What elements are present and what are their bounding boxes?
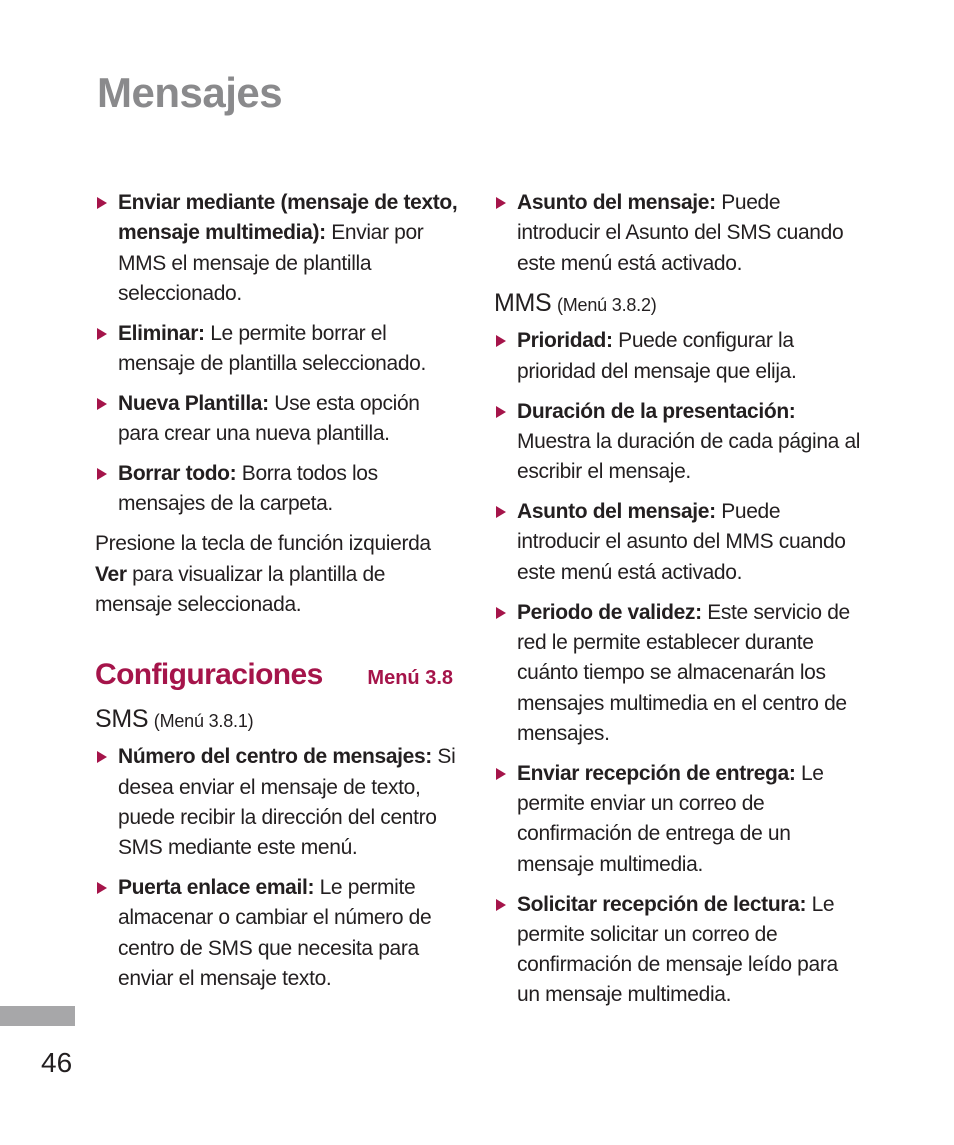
triangle-right-icon [97,468,107,480]
list-item-eliminar [95,319,463,380]
list-item-enviar-mediante [95,188,463,309]
instruction-paragraph [95,529,463,620]
paragraph-bold-key: Ver [95,562,127,586]
item-text: Muestra la duración de cada página al escribir el mensaje. [517,429,861,484]
page-title: Mensajes [97,69,283,116]
triangle-right-icon [496,506,506,518]
item-label: Periodo de validez: [517,600,702,624]
item-text: Este servicio de red le permite establecer durante cuánto tiempo se almacenarán los mensajes multimedia en el centro de mensajes. [517,600,850,745]
item-text: Use esta opción para crear una nueva plantilla. [118,391,420,446]
item-text: Si desea enviar el mensaje de texto, puede recibir la dirección del centro SMS mediante este menú. [118,745,456,860]
list-item-asunto-mms [494,497,864,588]
list-item-nueva-plantilla [95,389,463,450]
triangle-right-icon [496,197,506,209]
subheading-sms [95,704,463,736]
subheading-name: MMS [494,289,552,318]
item-label: Duración de la presentación: [517,399,796,423]
item-text: Enviar por MMS el mensaje de plantilla seleccionado. [118,221,424,305]
section-heading-configuraciones [95,658,463,702]
page-number: 46 [41,1047,73,1078]
triangle-right-icon [97,882,107,894]
list-item-puerta-enlace [95,873,463,994]
list-item-duracion [494,397,864,488]
triangle-right-icon [97,328,107,340]
section-menu-number: Menú 3.8 [367,667,453,690]
list-item-prioridad [494,326,864,387]
item-label: Enviar mediante (mensaje de texto, mensaje multimedia): [118,191,458,245]
section-title: Configuraciones [95,658,323,692]
subheading-mms [494,288,864,320]
item-text: Le permite enviar un correo de confirmación de entrega de un mensaje multimedia. [517,761,824,876]
triangle-right-icon [97,197,107,209]
list-item-recepcion-entrega [494,759,864,880]
item-label: Asunto del mensaje: [517,191,716,214]
paragraph-text-before: Presione la tecla de función izquierda [95,532,431,556]
item-text: Puede configurar la prioridad del mensaje que elija. [517,329,797,383]
triangle-right-icon [496,899,506,911]
item-text: Le permite borrar el mensaje de plantilla seleccionado. [118,321,426,376]
list-item-numero-centro [95,742,463,863]
item-label: Enviar recepción de entrega: [517,761,796,785]
triangle-right-icon [496,406,506,418]
list-item-borrar-todo [95,459,463,520]
paragraph-text-after: para visualizar la plantilla de mensaje seleccionada. [95,562,386,616]
item-label: Asunto del mensaje: [517,500,716,524]
triangle-right-icon [496,768,506,780]
triangle-right-icon [496,607,506,619]
list-item-recepcion-lectura [494,890,864,1011]
item-label: Puerta enlace email: [118,876,315,900]
item-label: Solicitar recepción de lectura: [517,892,807,916]
item-label: Eliminar: [118,321,205,345]
item-text: Puede introducir el Asunto del SMS cuando este menú está activado. [517,191,844,275]
triangle-right-icon [496,335,506,347]
subheading-name: SMS [95,705,149,734]
item-label: Prioridad: [517,329,613,353]
item-text: Le permite almacenar o cambiar el número de centro de SMS que necesita para enviar el mensaje texto. [118,876,432,990]
list-item-periodo-validez [494,598,864,749]
list-item-asunto-sms [494,188,864,279]
right-column [494,188,864,1020]
triangle-right-icon [97,398,107,410]
item-text: Puede introducir el asunto del MMS cuando este menú está activado. [517,500,846,584]
subheading-menu-number: (Menú 3.8.1) [153,711,254,732]
triangle-right-icon [97,751,107,763]
item-text: Borra todos los mensajes de la carpeta. [118,462,378,516]
left-column [95,188,463,1004]
chapter-tab-marker [0,1006,75,1026]
item-text: Le permite solicitar un correo de confirmación de mensaje leído para un mensaje multimedia. [517,892,838,1007]
item-label: Nueva Plantilla: [118,391,269,415]
item-label: Número del centro de mensajes: [118,745,432,769]
subheading-menu-number: (Menú 3.8.2) [556,295,657,316]
item-label: Borrar todo: [118,462,237,486]
